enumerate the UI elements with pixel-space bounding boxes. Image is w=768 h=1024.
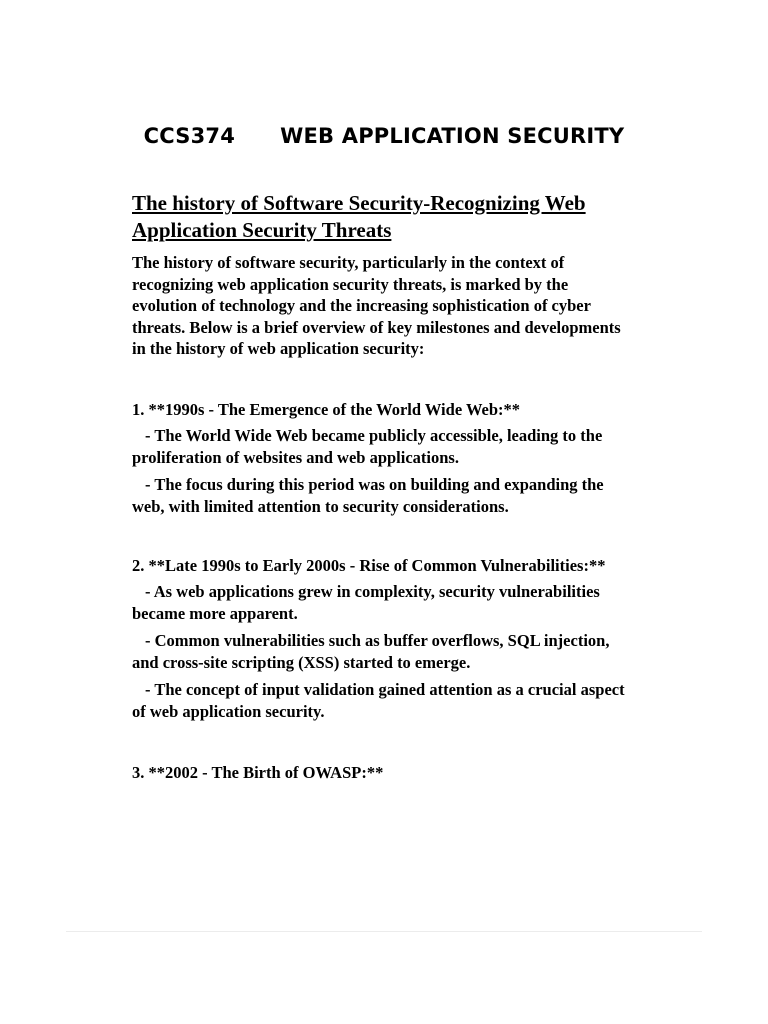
section-heading: 2. **Late 1990s to Early 2000s - Rise of Common Vulnerabilities:** <box>132 555 606 575</box>
list-item: - Common vulnerabilities such as buffer overflows, SQL injection, and cross-site scripting (XSS) started to emerge. <box>132 630 610 672</box>
list-item: - The concept of input validation gained attention as a crucial aspect of web application security. <box>132 679 625 721</box>
document-body <box>132 190 632 788</box>
intro-paragraph: The history of software security, particularly in the context of recognizing web application security threats, is marked by the evolution of technology and the increasing sophistication of cyber threats. Below is a brief overview of key milestones and developments in the history of web application security: <box>132 253 621 358</box>
course-code: CCS374 <box>143 124 236 148</box>
page-divider <box>66 931 702 932</box>
section-heading: 1. **1990s - The Emergence of the World Wide Web:** <box>132 399 521 419</box>
section-2002 <box>132 761 632 784</box>
section-1990s <box>132 398 632 518</box>
course-header <box>0 124 768 148</box>
section-late-1990s <box>132 554 632 723</box>
list-item: - As web applications grew in complexity, security vulnerabilities became more apparent. <box>132 581 600 623</box>
document-title: The history of Software Security-Recognizing Web Application Security Threats <box>132 191 586 242</box>
list-item: - The World Wide Web became publicly accessible, leading to the proliferation of websites and web applications. <box>132 425 603 467</box>
course-title: WEB APPLICATION SECURITY <box>280 124 625 148</box>
section-heading: 3. **2002 - The Birth of OWASP:** <box>132 762 384 782</box>
list-item: - The focus during this period was on building and expanding the web, with limited attention to security considerations. <box>132 474 604 516</box>
